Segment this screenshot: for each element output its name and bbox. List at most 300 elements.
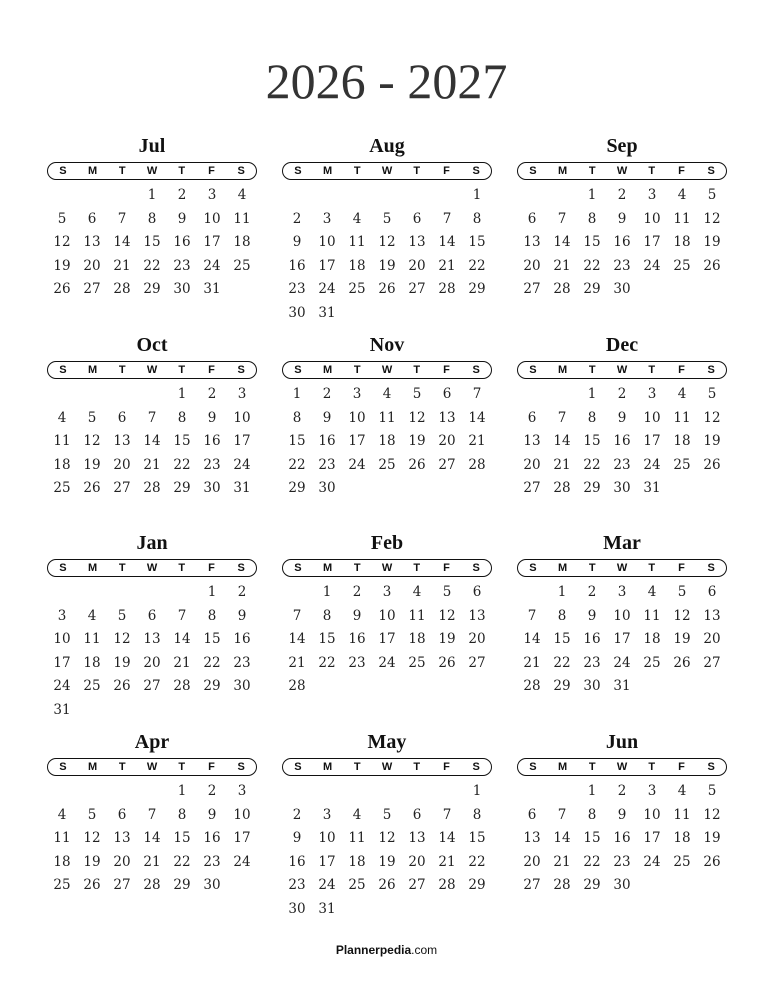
day-cell: 12 bbox=[673, 607, 691, 624]
day-cell: 10 bbox=[53, 631, 71, 648]
day-cell: 14 bbox=[553, 234, 571, 251]
day-cell: 3 bbox=[647, 783, 657, 799]
day-cell: 9 bbox=[617, 409, 627, 426]
day-cell: 7 bbox=[442, 210, 452, 227]
day-cell: 6 bbox=[412, 210, 422, 227]
month-block bbox=[282, 134, 492, 326]
day-cell: 6 bbox=[472, 584, 482, 600]
weekday-header bbox=[282, 162, 492, 180]
day-cell: 24 bbox=[53, 678, 71, 695]
day-cell: 30 bbox=[203, 480, 221, 497]
day-cell: 24 bbox=[643, 456, 661, 473]
weekday-label: S bbox=[529, 562, 537, 574]
day-cell: 1 bbox=[147, 187, 157, 203]
month-block bbox=[282, 531, 492, 699]
day-cell: 16 bbox=[318, 433, 336, 450]
day-cell: 10 bbox=[643, 806, 661, 823]
day-cell: 7 bbox=[442, 806, 452, 823]
empty-cell bbox=[107, 581, 137, 605]
day-cell: 18 bbox=[233, 234, 251, 251]
day-cell: 19 bbox=[53, 257, 71, 274]
day-cell: 28 bbox=[143, 877, 161, 894]
day-cell: 7 bbox=[117, 210, 127, 227]
month-block bbox=[47, 730, 257, 898]
weekday-label: T bbox=[118, 562, 126, 574]
day-cell: 14 bbox=[468, 409, 486, 426]
day-cell: 28 bbox=[438, 281, 456, 298]
day-cell: 27 bbox=[523, 281, 541, 298]
weekday-label: S bbox=[237, 165, 245, 177]
day-cell: 20 bbox=[408, 853, 426, 870]
day-cell: 5 bbox=[87, 409, 97, 426]
day-cell: 27 bbox=[113, 480, 131, 497]
day-cell: 9 bbox=[617, 210, 627, 227]
day-cell: 3 bbox=[237, 783, 247, 799]
weekday-label: T bbox=[413, 562, 421, 574]
day-cell: 25 bbox=[643, 654, 661, 671]
empty-cell bbox=[517, 581, 547, 605]
day-cell: 15 bbox=[173, 433, 191, 450]
day-cell: 3 bbox=[57, 607, 67, 624]
day-cell: 19 bbox=[83, 456, 101, 473]
weekday-header bbox=[517, 361, 727, 379]
weekday-label: T bbox=[118, 165, 126, 177]
day-cell: 7 bbox=[557, 409, 567, 426]
empty-cell bbox=[137, 780, 167, 804]
day-cell: 25 bbox=[233, 257, 251, 274]
day-cell: 26 bbox=[53, 281, 71, 298]
empty-cell bbox=[167, 581, 197, 605]
day-cell: 8 bbox=[472, 806, 482, 823]
empty-cell bbox=[47, 581, 77, 605]
day-cell: 18 bbox=[408, 631, 426, 648]
empty-cell bbox=[312, 184, 342, 208]
day-cell: 15 bbox=[173, 830, 191, 847]
day-cell: 26 bbox=[673, 654, 691, 671]
day-cell: 16 bbox=[288, 257, 306, 274]
day-cell: 24 bbox=[613, 654, 631, 671]
empty-cell bbox=[77, 780, 107, 804]
day-cell: 15 bbox=[143, 234, 161, 251]
day-cell: 5 bbox=[707, 386, 717, 402]
day-cell: 15 bbox=[553, 631, 571, 648]
weekday-label: W bbox=[381, 761, 393, 773]
day-grid bbox=[282, 581, 492, 699]
day-cell: 7 bbox=[557, 210, 567, 227]
empty-cell bbox=[107, 780, 137, 804]
day-grid bbox=[517, 383, 727, 501]
day-cell: 3 bbox=[207, 187, 217, 203]
day-cell: 15 bbox=[203, 631, 221, 648]
weekday-label: T bbox=[648, 562, 656, 574]
day-cell: 3 bbox=[382, 584, 392, 600]
day-cell: 12 bbox=[83, 830, 101, 847]
day-cell: 14 bbox=[438, 830, 456, 847]
day-cell: 13 bbox=[438, 409, 456, 426]
empty-cell bbox=[517, 383, 547, 407]
day-cell: 10 bbox=[643, 409, 661, 426]
day-cell: 11 bbox=[673, 806, 691, 823]
day-cell: 28 bbox=[523, 678, 541, 695]
day-cell: 17 bbox=[318, 257, 336, 274]
day-cell: 21 bbox=[173, 654, 191, 671]
weekday-label: W bbox=[381, 562, 393, 574]
day-cell: 10 bbox=[378, 607, 396, 624]
month-name: Jul bbox=[138, 135, 166, 157]
weekday-label: S bbox=[529, 364, 537, 376]
month-name: May bbox=[367, 731, 407, 753]
day-cell: 11 bbox=[233, 210, 251, 227]
day-cell: 7 bbox=[472, 386, 482, 402]
weekday-label: M bbox=[87, 562, 98, 574]
day-cell: 10 bbox=[203, 210, 221, 227]
empty-cell bbox=[547, 184, 577, 208]
day-cell: 24 bbox=[318, 877, 336, 894]
day-cell: 5 bbox=[382, 806, 392, 823]
day-cell: 29 bbox=[143, 281, 161, 298]
weekday-label: S bbox=[59, 165, 67, 177]
day-cell: 31 bbox=[203, 281, 221, 298]
weekday-label: F bbox=[678, 761, 685, 773]
day-cell: 31 bbox=[643, 480, 661, 497]
weekday-label: F bbox=[443, 562, 450, 574]
month-name: Oct bbox=[136, 334, 168, 356]
day-cell: 20 bbox=[523, 257, 541, 274]
weekday-label: T bbox=[588, 562, 596, 574]
weekday-label: F bbox=[443, 165, 450, 177]
day-cell: 9 bbox=[292, 830, 302, 847]
weekday-label: S bbox=[59, 761, 67, 773]
day-cell: 21 bbox=[468, 433, 486, 450]
day-cell: 10 bbox=[318, 830, 336, 847]
empty-cell bbox=[107, 184, 137, 208]
weekday-label: S bbox=[529, 165, 537, 177]
day-cell: 6 bbox=[707, 584, 717, 600]
day-cell: 22 bbox=[553, 654, 571, 671]
weekday-label: M bbox=[87, 761, 98, 773]
day-cell: 5 bbox=[87, 806, 97, 823]
weekday-label: W bbox=[381, 165, 393, 177]
empty-cell bbox=[47, 780, 77, 804]
day-cell: 1 bbox=[177, 783, 187, 799]
weekday-label: F bbox=[208, 562, 215, 574]
day-cell: 17 bbox=[643, 830, 661, 847]
weekday-label: M bbox=[322, 364, 333, 376]
day-cell: 1 bbox=[587, 187, 597, 203]
day-cell: 12 bbox=[703, 806, 721, 823]
day-cell: 21 bbox=[288, 654, 306, 671]
weekday-label: F bbox=[678, 364, 685, 376]
weekday-label: W bbox=[146, 364, 158, 376]
month-name: Jan bbox=[136, 532, 168, 554]
weekday-label: F bbox=[208, 165, 215, 177]
weekday-label: M bbox=[322, 165, 333, 177]
day-grid bbox=[282, 780, 492, 922]
weekday-label: W bbox=[146, 761, 158, 773]
day-cell: 6 bbox=[147, 607, 157, 624]
day-cell: 7 bbox=[292, 607, 302, 624]
day-cell: 4 bbox=[412, 584, 422, 600]
weekday-label: S bbox=[472, 364, 480, 376]
day-cell: 1 bbox=[207, 584, 217, 600]
day-cell: 22 bbox=[203, 654, 221, 671]
day-cell: 12 bbox=[408, 409, 426, 426]
day-cell: 4 bbox=[237, 187, 247, 203]
day-cell: 6 bbox=[527, 806, 537, 823]
day-cell: 11 bbox=[673, 210, 691, 227]
day-cell: 12 bbox=[703, 409, 721, 426]
day-cell: 13 bbox=[408, 234, 426, 251]
day-cell: 10 bbox=[233, 806, 251, 823]
day-cell: 4 bbox=[382, 386, 392, 402]
empty-cell bbox=[107, 383, 137, 407]
weekday-label: S bbox=[472, 165, 480, 177]
weekday-label: S bbox=[294, 562, 302, 574]
day-cell: 26 bbox=[378, 281, 396, 298]
day-cell: 18 bbox=[348, 257, 366, 274]
day-cell: 29 bbox=[583, 480, 601, 497]
day-cell: 24 bbox=[378, 654, 396, 671]
day-cell: 27 bbox=[703, 654, 721, 671]
day-cell: 13 bbox=[143, 631, 161, 648]
day-cell: 11 bbox=[673, 409, 691, 426]
weekday-label: F bbox=[208, 364, 215, 376]
day-cell: 18 bbox=[348, 853, 366, 870]
day-cell: 10 bbox=[348, 409, 366, 426]
day-cell: 9 bbox=[237, 607, 247, 624]
day-cell: 24 bbox=[233, 456, 251, 473]
day-cell: 28 bbox=[288, 678, 306, 695]
day-cell: 27 bbox=[468, 654, 486, 671]
day-cell: 29 bbox=[553, 678, 571, 695]
day-cell: 10 bbox=[643, 210, 661, 227]
weekday-label: T bbox=[588, 364, 596, 376]
day-cell: 30 bbox=[233, 678, 251, 695]
day-cell: 4 bbox=[352, 210, 362, 227]
empty-cell bbox=[137, 581, 167, 605]
day-cell: 23 bbox=[613, 456, 631, 473]
day-cell: 4 bbox=[57, 409, 67, 426]
weekday-label: S bbox=[59, 364, 67, 376]
day-cell: 25 bbox=[673, 853, 691, 870]
day-cell: 19 bbox=[378, 853, 396, 870]
weekday-label: T bbox=[353, 562, 361, 574]
weekday-label: M bbox=[322, 562, 333, 574]
day-cell: 21 bbox=[438, 853, 456, 870]
day-cell: 13 bbox=[468, 607, 486, 624]
empty-cell bbox=[282, 780, 312, 804]
day-cell: 13 bbox=[523, 234, 541, 251]
day-cell: 15 bbox=[318, 631, 336, 648]
day-cell: 17 bbox=[203, 234, 221, 251]
day-cell: 26 bbox=[438, 654, 456, 671]
day-grid bbox=[47, 581, 257, 723]
day-cell: 21 bbox=[553, 456, 571, 473]
day-cell: 24 bbox=[643, 257, 661, 274]
day-cell: 24 bbox=[233, 853, 251, 870]
day-cell: 20 bbox=[523, 853, 541, 870]
day-cell: 6 bbox=[117, 409, 127, 426]
day-cell: 21 bbox=[553, 257, 571, 274]
day-cell: 16 bbox=[348, 631, 366, 648]
day-cell: 4 bbox=[352, 806, 362, 823]
weekday-label: W bbox=[381, 364, 393, 376]
day-cell: 28 bbox=[143, 480, 161, 497]
day-cell: 20 bbox=[703, 631, 721, 648]
day-cell: 25 bbox=[83, 678, 101, 695]
empty-cell bbox=[137, 383, 167, 407]
day-cell: 8 bbox=[587, 806, 597, 823]
day-cell: 23 bbox=[203, 853, 221, 870]
day-cell: 21 bbox=[438, 257, 456, 274]
day-cell: 18 bbox=[53, 853, 71, 870]
empty-cell bbox=[432, 780, 462, 804]
day-grid bbox=[282, 383, 492, 501]
day-cell: 6 bbox=[527, 409, 537, 426]
day-cell: 6 bbox=[527, 210, 537, 227]
weekday-label: T bbox=[648, 165, 656, 177]
page-title: 2026 - 2027 bbox=[265, 53, 508, 109]
day-cell: 8 bbox=[557, 607, 567, 624]
day-cell: 9 bbox=[207, 806, 217, 823]
weekday-label: S bbox=[707, 562, 715, 574]
day-cell: 11 bbox=[348, 830, 366, 847]
weekday-header bbox=[47, 162, 257, 180]
day-cell: 5 bbox=[382, 210, 392, 227]
weekday-label: F bbox=[678, 562, 685, 574]
day-grid bbox=[282, 184, 492, 326]
weekday-header bbox=[517, 162, 727, 180]
day-cell: 16 bbox=[203, 433, 221, 450]
weekday-label: W bbox=[616, 562, 628, 574]
day-cell: 22 bbox=[583, 456, 601, 473]
day-cell: 11 bbox=[378, 409, 396, 426]
day-cell: 4 bbox=[677, 783, 687, 799]
day-cell: 27 bbox=[523, 877, 541, 894]
month-name: Feb bbox=[370, 532, 404, 554]
weekday-label: T bbox=[648, 761, 656, 773]
day-cell: 26 bbox=[83, 480, 101, 497]
day-cell: 14 bbox=[523, 631, 541, 648]
weekday-label: S bbox=[707, 364, 715, 376]
day-cell: 22 bbox=[468, 257, 486, 274]
day-cell: 28 bbox=[173, 678, 191, 695]
day-cell: 20 bbox=[113, 456, 131, 473]
day-cell: 9 bbox=[617, 806, 627, 823]
weekday-label: T bbox=[413, 165, 421, 177]
weekday-label: M bbox=[557, 761, 568, 773]
day-cell: 17 bbox=[643, 234, 661, 251]
day-cell: 15 bbox=[288, 433, 306, 450]
weekday-label: F bbox=[678, 165, 685, 177]
day-cell: 5 bbox=[442, 584, 452, 600]
weekday-label: S bbox=[294, 761, 302, 773]
day-cell: 20 bbox=[113, 853, 131, 870]
day-cell: 14 bbox=[288, 631, 306, 648]
day-cell: 13 bbox=[83, 234, 101, 251]
day-cell: 31 bbox=[318, 900, 336, 917]
day-cell: 1 bbox=[292, 386, 302, 402]
day-cell: 22 bbox=[173, 456, 191, 473]
day-cell: 30 bbox=[613, 480, 631, 497]
day-cell: 8 bbox=[147, 210, 157, 227]
day-cell: 1 bbox=[587, 783, 597, 799]
day-cell: 25 bbox=[53, 877, 71, 894]
day-cell: 5 bbox=[57, 210, 67, 227]
footer-brand: Plannerpedia bbox=[335, 943, 412, 957]
day-cell: 3 bbox=[617, 584, 627, 600]
day-cell: 30 bbox=[203, 877, 221, 894]
weekday-header bbox=[282, 361, 492, 379]
day-cell: 27 bbox=[408, 877, 426, 894]
day-cell: 5 bbox=[707, 187, 717, 203]
empty-cell bbox=[547, 383, 577, 407]
weekday-label: W bbox=[616, 761, 628, 773]
month-name: Sep bbox=[606, 135, 638, 157]
day-cell: 15 bbox=[468, 830, 486, 847]
day-cell: 2 bbox=[352, 584, 362, 600]
day-cell: 29 bbox=[288, 480, 306, 497]
empty-cell bbox=[432, 184, 462, 208]
weekday-label: T bbox=[588, 761, 596, 773]
day-cell: 17 bbox=[318, 853, 336, 870]
day-cell: 24 bbox=[318, 281, 336, 298]
weekday-label: S bbox=[59, 562, 67, 574]
day-cell: 12 bbox=[378, 234, 396, 251]
day-cell: 9 bbox=[352, 607, 362, 624]
weekday-label: M bbox=[322, 761, 333, 773]
day-cell: 29 bbox=[203, 678, 221, 695]
day-cell: 17 bbox=[378, 631, 396, 648]
day-cell: 27 bbox=[113, 877, 131, 894]
day-cell: 4 bbox=[677, 386, 687, 402]
day-cell: 7 bbox=[147, 806, 157, 823]
day-cell: 6 bbox=[117, 806, 127, 823]
weekday-label: S bbox=[707, 165, 715, 177]
day-cell: 8 bbox=[472, 210, 482, 227]
day-cell: 21 bbox=[553, 853, 571, 870]
day-cell: 28 bbox=[553, 281, 571, 298]
weekday-header bbox=[47, 758, 257, 776]
day-cell: 1 bbox=[557, 584, 567, 600]
day-cell: 30 bbox=[173, 281, 191, 298]
day-cell: 23 bbox=[613, 853, 631, 870]
day-cell: 15 bbox=[468, 234, 486, 251]
weekday-header bbox=[517, 758, 727, 776]
empty-cell bbox=[517, 780, 547, 804]
day-cell: 28 bbox=[113, 281, 131, 298]
day-cell: 2 bbox=[292, 210, 302, 227]
day-cell: 18 bbox=[83, 654, 101, 671]
day-cell: 23 bbox=[203, 456, 221, 473]
day-cell: 22 bbox=[468, 853, 486, 870]
day-cell: 29 bbox=[173, 480, 191, 497]
day-cell: 26 bbox=[83, 877, 101, 894]
day-cell: 11 bbox=[53, 830, 71, 847]
day-cell: 14 bbox=[438, 234, 456, 251]
weekday-label: W bbox=[146, 165, 158, 177]
weekday-label: M bbox=[557, 165, 568, 177]
day-cell: 2 bbox=[322, 386, 332, 402]
day-cell: 7 bbox=[527, 607, 537, 624]
day-cell: 1 bbox=[177, 386, 187, 402]
day-cell: 10 bbox=[318, 234, 336, 251]
day-cell: 20 bbox=[83, 257, 101, 274]
empty-cell bbox=[77, 184, 107, 208]
day-cell: 14 bbox=[143, 433, 161, 450]
weekday-header bbox=[47, 361, 257, 379]
empty-cell bbox=[402, 184, 432, 208]
